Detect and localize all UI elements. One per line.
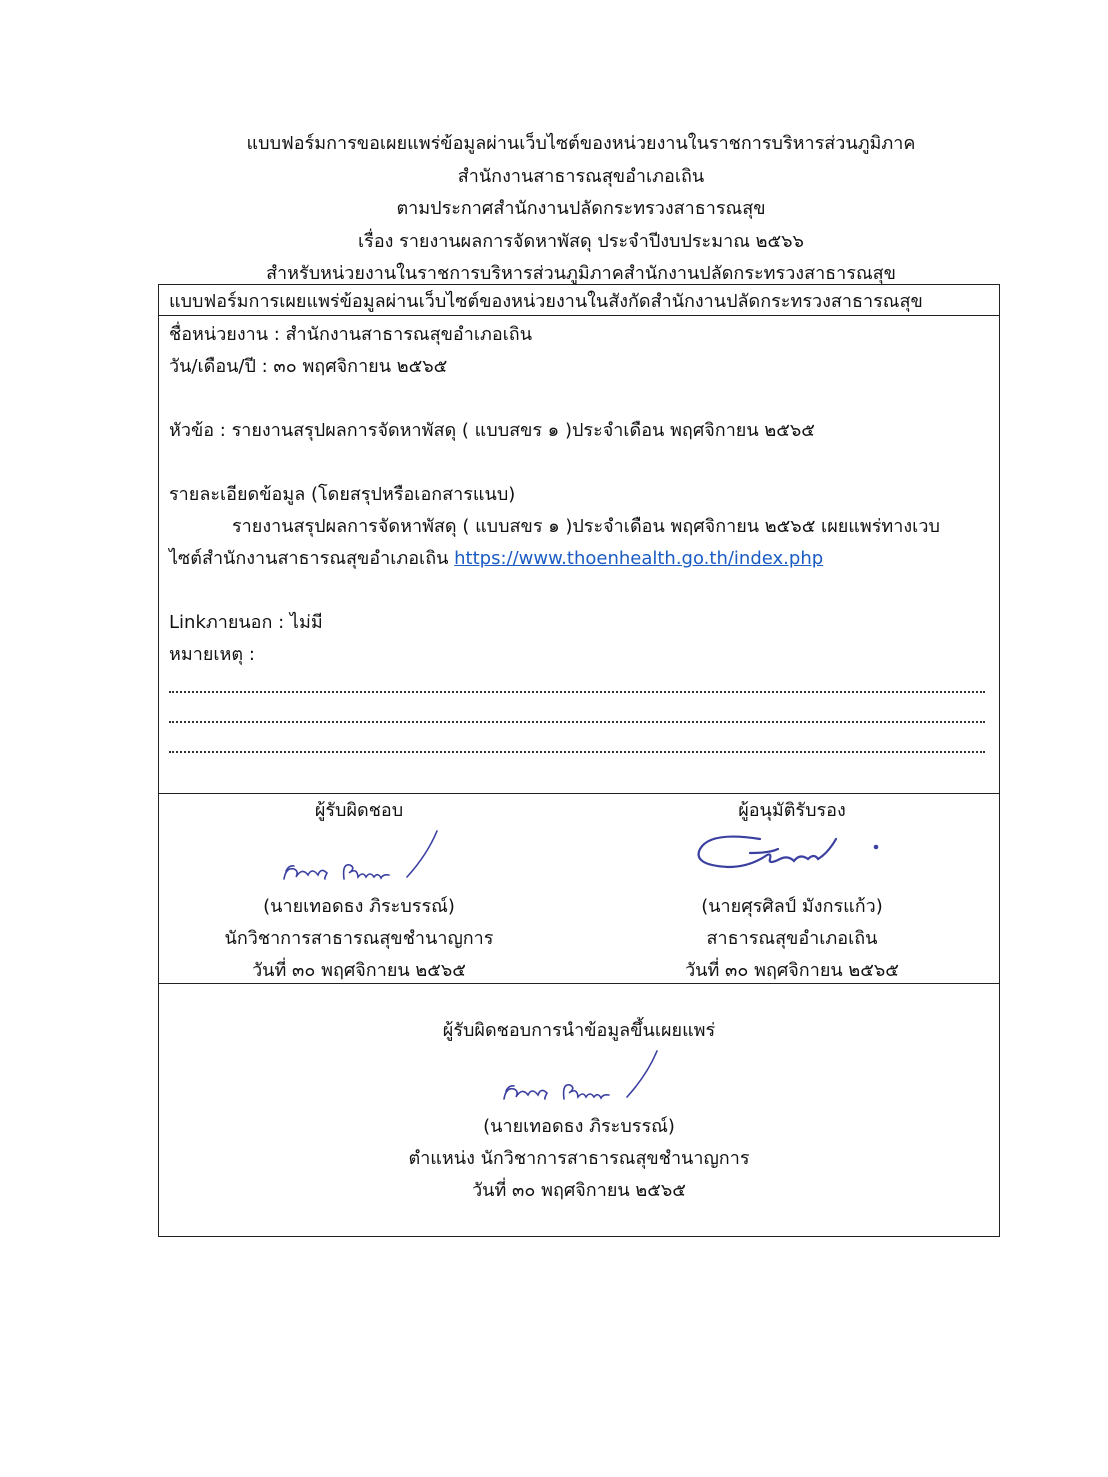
divider-title [159, 315, 999, 316]
document-header [160, 128, 1002, 291]
remark-dotted-line-3 [169, 731, 989, 761]
external-link-label: Linkภายนอก : ไม่มี [169, 612, 323, 633]
handwritten-signature-right [682, 829, 902, 893]
remark-dotted-line-1 [169, 671, 989, 701]
header-line-4: เรื่อง รายงานผลการจัดหาพัสดุ ประจำปีงบประมาณ ๒๕๖๖ [358, 230, 804, 252]
responsible-position: นักวิชาการสาธารณสุขชำนาญการ [224, 928, 494, 949]
publisher-date: วันที่ ๓๐ พฤศจิกายน ๒๕๖๕ [472, 1180, 686, 1201]
detail-text-prefix: ไซต์สำนักงานสาธารณสุขอำเภอเถิน [169, 548, 455, 569]
handwritten-signature-bottom [479, 1049, 679, 1113]
handwritten-signature-left [259, 829, 459, 893]
signature-publisher [159, 1015, 999, 1207]
remark-dotted-line-2 [169, 701, 989, 731]
header-line-2: สำนักงานสาธารณสุขอำเภอเถิน [457, 165, 705, 187]
website-link[interactable]: https://www.thoenhealth.go.th/index.php [454, 548, 824, 569]
approver-date: วันที่ ๓๐ พฤศจิกายน ๒๕๖๕ [685, 960, 899, 981]
form-date: วัน/เดือน/ปี : ๓๐ พฤศจิกายน ๒๕๖๕ [169, 356, 448, 377]
header-line-5: สำหรับหน่วยงานในราชการบริหารส่วนภูมิภาคสำนักงานปลัดกระทรวงสาธารณสุข [266, 263, 896, 284]
remark-label: หมายเหตุ : [169, 644, 255, 665]
publisher-position: ตำแหน่ง นักวิชาการสาธารณสุขชำนาญการ [408, 1148, 750, 1169]
header-line-3: ตามประกาศสำนักงานปลัดกระทรวงสาธารณสุข [396, 198, 766, 219]
approver-role: ผู้อนุมัติรับรอง [738, 800, 846, 821]
form-title: แบบฟอร์มการเผยแพร่ข้อมูลผ่านเว็บไซต์ของหน่วยงานในสังกัดสำนักงานปลัดกระทรวงสาธารณสุข [169, 291, 923, 312]
form-subject: หัวข้อ : รายงานสรุปผลการจัดหาพัสดุ ( แบบสขร ๑ )ประจำเดือน พฤศจิกายน ๒๕๖๕ [169, 420, 815, 441]
agency-name: ชื่อหน่วยงาน : สำนักงานสาธารณสุขอำเภอเถิน [169, 324, 533, 345]
responsible-role: ผู้รับผิดชอบ [314, 800, 404, 821]
detail-text-line-1: รายงานสรุปผลการจัดหาพัสดุ ( แบบสขร ๑ )ประจำเดือน พฤศจิกายน ๒๕๖๕ เผยแพร่ทางเวบ [232, 516, 940, 537]
signature-responsible [159, 795, 559, 987]
divider-bottom-section [159, 983, 999, 984]
publisher-role: ผู้รับผิดชอบการนำข้อมูลขึ้นเผยแพร่ [442, 1020, 716, 1041]
approver-position: สาธารณสุขอำเภอเถิน [706, 928, 878, 949]
signature-image-left [159, 827, 559, 891]
responsible-date: วันที่ ๓๐ พฤศจิกายน ๒๕๖๕ [252, 960, 466, 981]
approver-name: (นายศุรศิลป์ มังกรแก้ว) [701, 896, 883, 917]
form-info-section [169, 319, 989, 761]
detail-text-line-2 [169, 543, 989, 575]
signature-approver [592, 795, 992, 987]
publisher-name: (นายเทอดธง ภิระบรรณ์) [483, 1116, 675, 1137]
publication-form-table [158, 284, 1000, 1237]
header-line-1: แบบฟอร์มการขอเผยแพร่ข้อมูลผ่านเว็บไซต์ของหน่วยงานในราชการบริหารส่วนภูมิภาค [246, 133, 916, 154]
signature-image-right [592, 827, 992, 891]
signature-image-bottom [159, 1047, 999, 1111]
divider-signatures [159, 793, 999, 794]
responsible-name: (นายเทอดธง ภิระบรรณ์) [263, 896, 455, 917]
detail-label: รายละเอียดข้อมูล (โดยสรุปหรือเอกสารแนบ) [169, 484, 516, 505]
